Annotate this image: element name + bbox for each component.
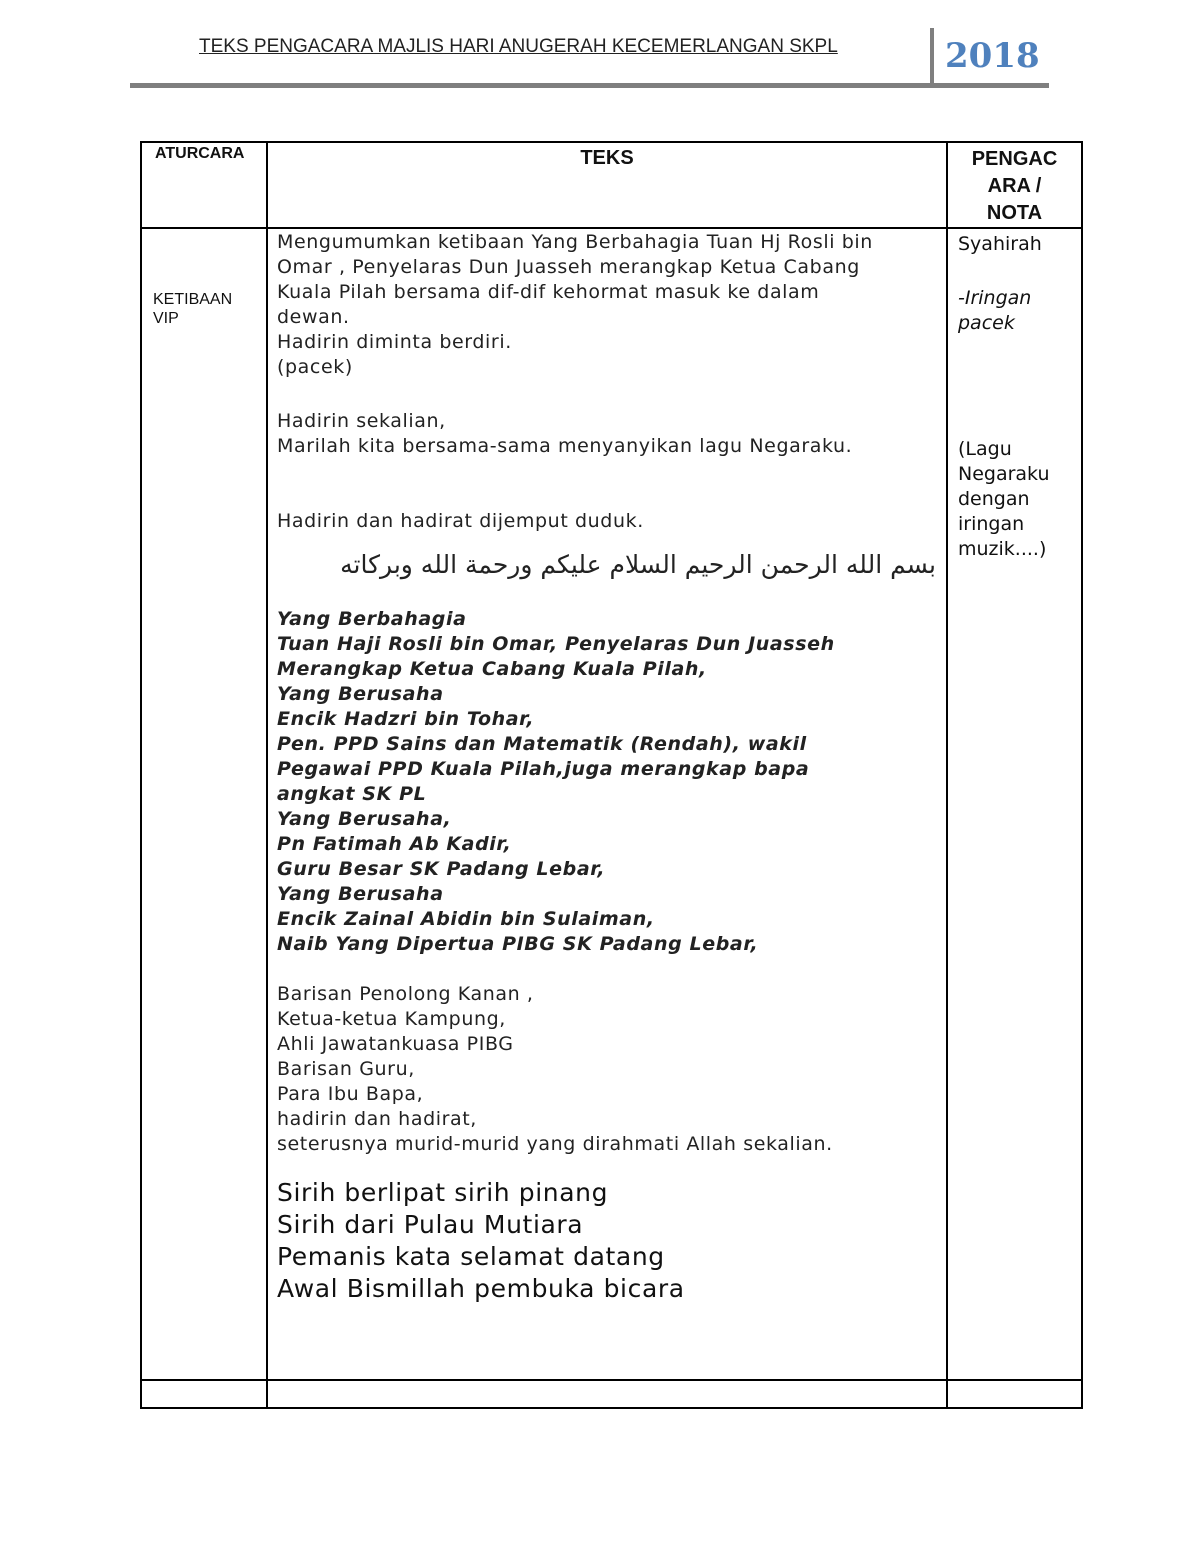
lagu-note-line: Negaraku [958, 463, 1050, 485]
salutation-line: Encik Zainal Abidin bin Sulaiman, [277, 908, 655, 930]
lagu-note-line: (Lagu [958, 438, 1012, 460]
salutation-line: Encik Hadzri bin Tohar, [277, 708, 535, 730]
iringan-note-line: pacek [958, 312, 1015, 334]
salutations-plain [277, 982, 946, 1157]
column-header-nota-line: ARA / [987, 175, 1042, 197]
intro-line: Kuala Pilah bersama dif-dif kehormat masuk ke dalam [277, 281, 820, 303]
empty-cell [267, 1380, 947, 1408]
header-year: 2018 [945, 36, 1040, 76]
salutation-line: Yang Berusaha [277, 883, 444, 905]
iringan-note-line: -Iringan [958, 287, 1032, 309]
aturcara-label-line: VIP [153, 310, 179, 327]
table-row-ketibaan-vip [141, 228, 1082, 1380]
pantun-line: Sirih dari Pulau Mutiara [277, 1210, 584, 1239]
salutation-line: Barisan Guru, [277, 1058, 415, 1080]
aturcara-label-line: KETIBAAN [153, 291, 233, 308]
lagu-note-line: iringan [958, 513, 1025, 535]
salutation-line: Yang Berbahagia [277, 608, 467, 630]
salutation-line: hadirin dan hadirat, [277, 1108, 477, 1130]
lagu-note-line: muzik....) [958, 538, 1047, 560]
pantun-line: Awal Bismillah pembuka bicara [277, 1274, 685, 1303]
salutation-line: Pegawai PPD Kuala Pilah,juga merangkap bapa [277, 758, 810, 780]
pantun-line: Sirih berlipat sirih pinang [277, 1178, 609, 1207]
document-header-title: TEKS PENGACARA MAJLIS HARI ANUGERAH KECEMERLANGAN SKPL [199, 36, 838, 57]
table-header-row [141, 142, 1082, 228]
salutation-line: angkat SK PL [277, 783, 427, 805]
salutations-bold [277, 607, 946, 957]
intro-line: dewan. [277, 306, 350, 328]
duduk-line: Hadirin dan hadirat dijemput duduk. [277, 510, 644, 532]
aturcara-label [142, 229, 266, 328]
column-header-nota-line: NOTA [986, 202, 1043, 224]
salutation-line: Yang Berusaha, [277, 808, 452, 830]
pantun [277, 1177, 946, 1305]
salutation-line: Tuan Haji Rosli bin Omar, Penyelaras Dun Juasseh [277, 633, 835, 655]
pengacara-name: Syahirah [958, 233, 1042, 255]
salutation-line: Pen. PPD Sains dan Matematik (Rendah), wakil [277, 733, 807, 755]
header-vertical-divider [930, 28, 934, 84]
header-cell-teks [267, 142, 947, 228]
table-row-empty [141, 1380, 1082, 1408]
pantun-line: Pemanis kata selamat datang [277, 1242, 665, 1271]
empty-cell [141, 1380, 267, 1408]
nota-content [948, 229, 1081, 562]
teks-cell [267, 228, 947, 1380]
salutation-line: Naib Yang Dipertua PIBG SK Padang Lebar, [277, 933, 759, 955]
column-header-nota-line: PENGAC [971, 148, 1058, 170]
salutation-line: Pn Fatimah Ab Kadir, [277, 833, 512, 855]
salutation-line: Guru Besar SK Padang Lebar, [277, 858, 606, 880]
salutation-line: Yang Berusaha [277, 683, 444, 705]
intro-line: Hadirin diminta berdiri. [277, 331, 512, 353]
column-header-teks: TEKS [580, 147, 634, 169]
salutation-line: Ahli Jawatankuasa PIBG [277, 1033, 514, 1055]
negaraku-line: Marilah kita bersama-sama menyanyikan lagu Negaraku. [277, 435, 853, 457]
lagu-note-line: dengan [958, 488, 1030, 510]
hadirin-sekalian-line: Hadirin sekalian, [277, 410, 446, 432]
header-rule [130, 83, 1049, 88]
intro-line: Mengumumkan ketibaan Yang Berbahagia Tuan Hj Rosli bin [277, 231, 873, 253]
aturcara-cell [141, 228, 267, 1380]
column-header-aturcara: ATURCARA [155, 145, 245, 162]
teks-content [268, 229, 946, 1305]
header-cell-nota [947, 142, 1082, 228]
salutation-line: Merangkap Ketua Cabang Kuala Pilah, [277, 658, 707, 680]
salutation-line: Ketua-ketua Kampung, [277, 1008, 506, 1030]
salutation-line: seterusnya murid-murid yang dirahmati Allah sekalian. [277, 1133, 833, 1155]
arabic-greeting: بسم الله الرحمن الرحيم السلام عليكم ورحمة الله وبركاته [340, 550, 936, 579]
header-cell-aturcara [141, 142, 267, 228]
salutation-line: Barisan Penolong Kanan , [277, 983, 534, 1005]
empty-cell [947, 1380, 1082, 1408]
intro-line: (pacek) [277, 356, 353, 378]
nota-cell [947, 228, 1082, 1380]
intro-line: Omar , Penyelaras Dun Juasseh merangkap Ketua Cabang [277, 256, 860, 278]
column-header-nota [948, 143, 1081, 227]
salutation-line: Para Ibu Bapa, [277, 1083, 424, 1105]
program-script-table [140, 141, 1083, 1409]
